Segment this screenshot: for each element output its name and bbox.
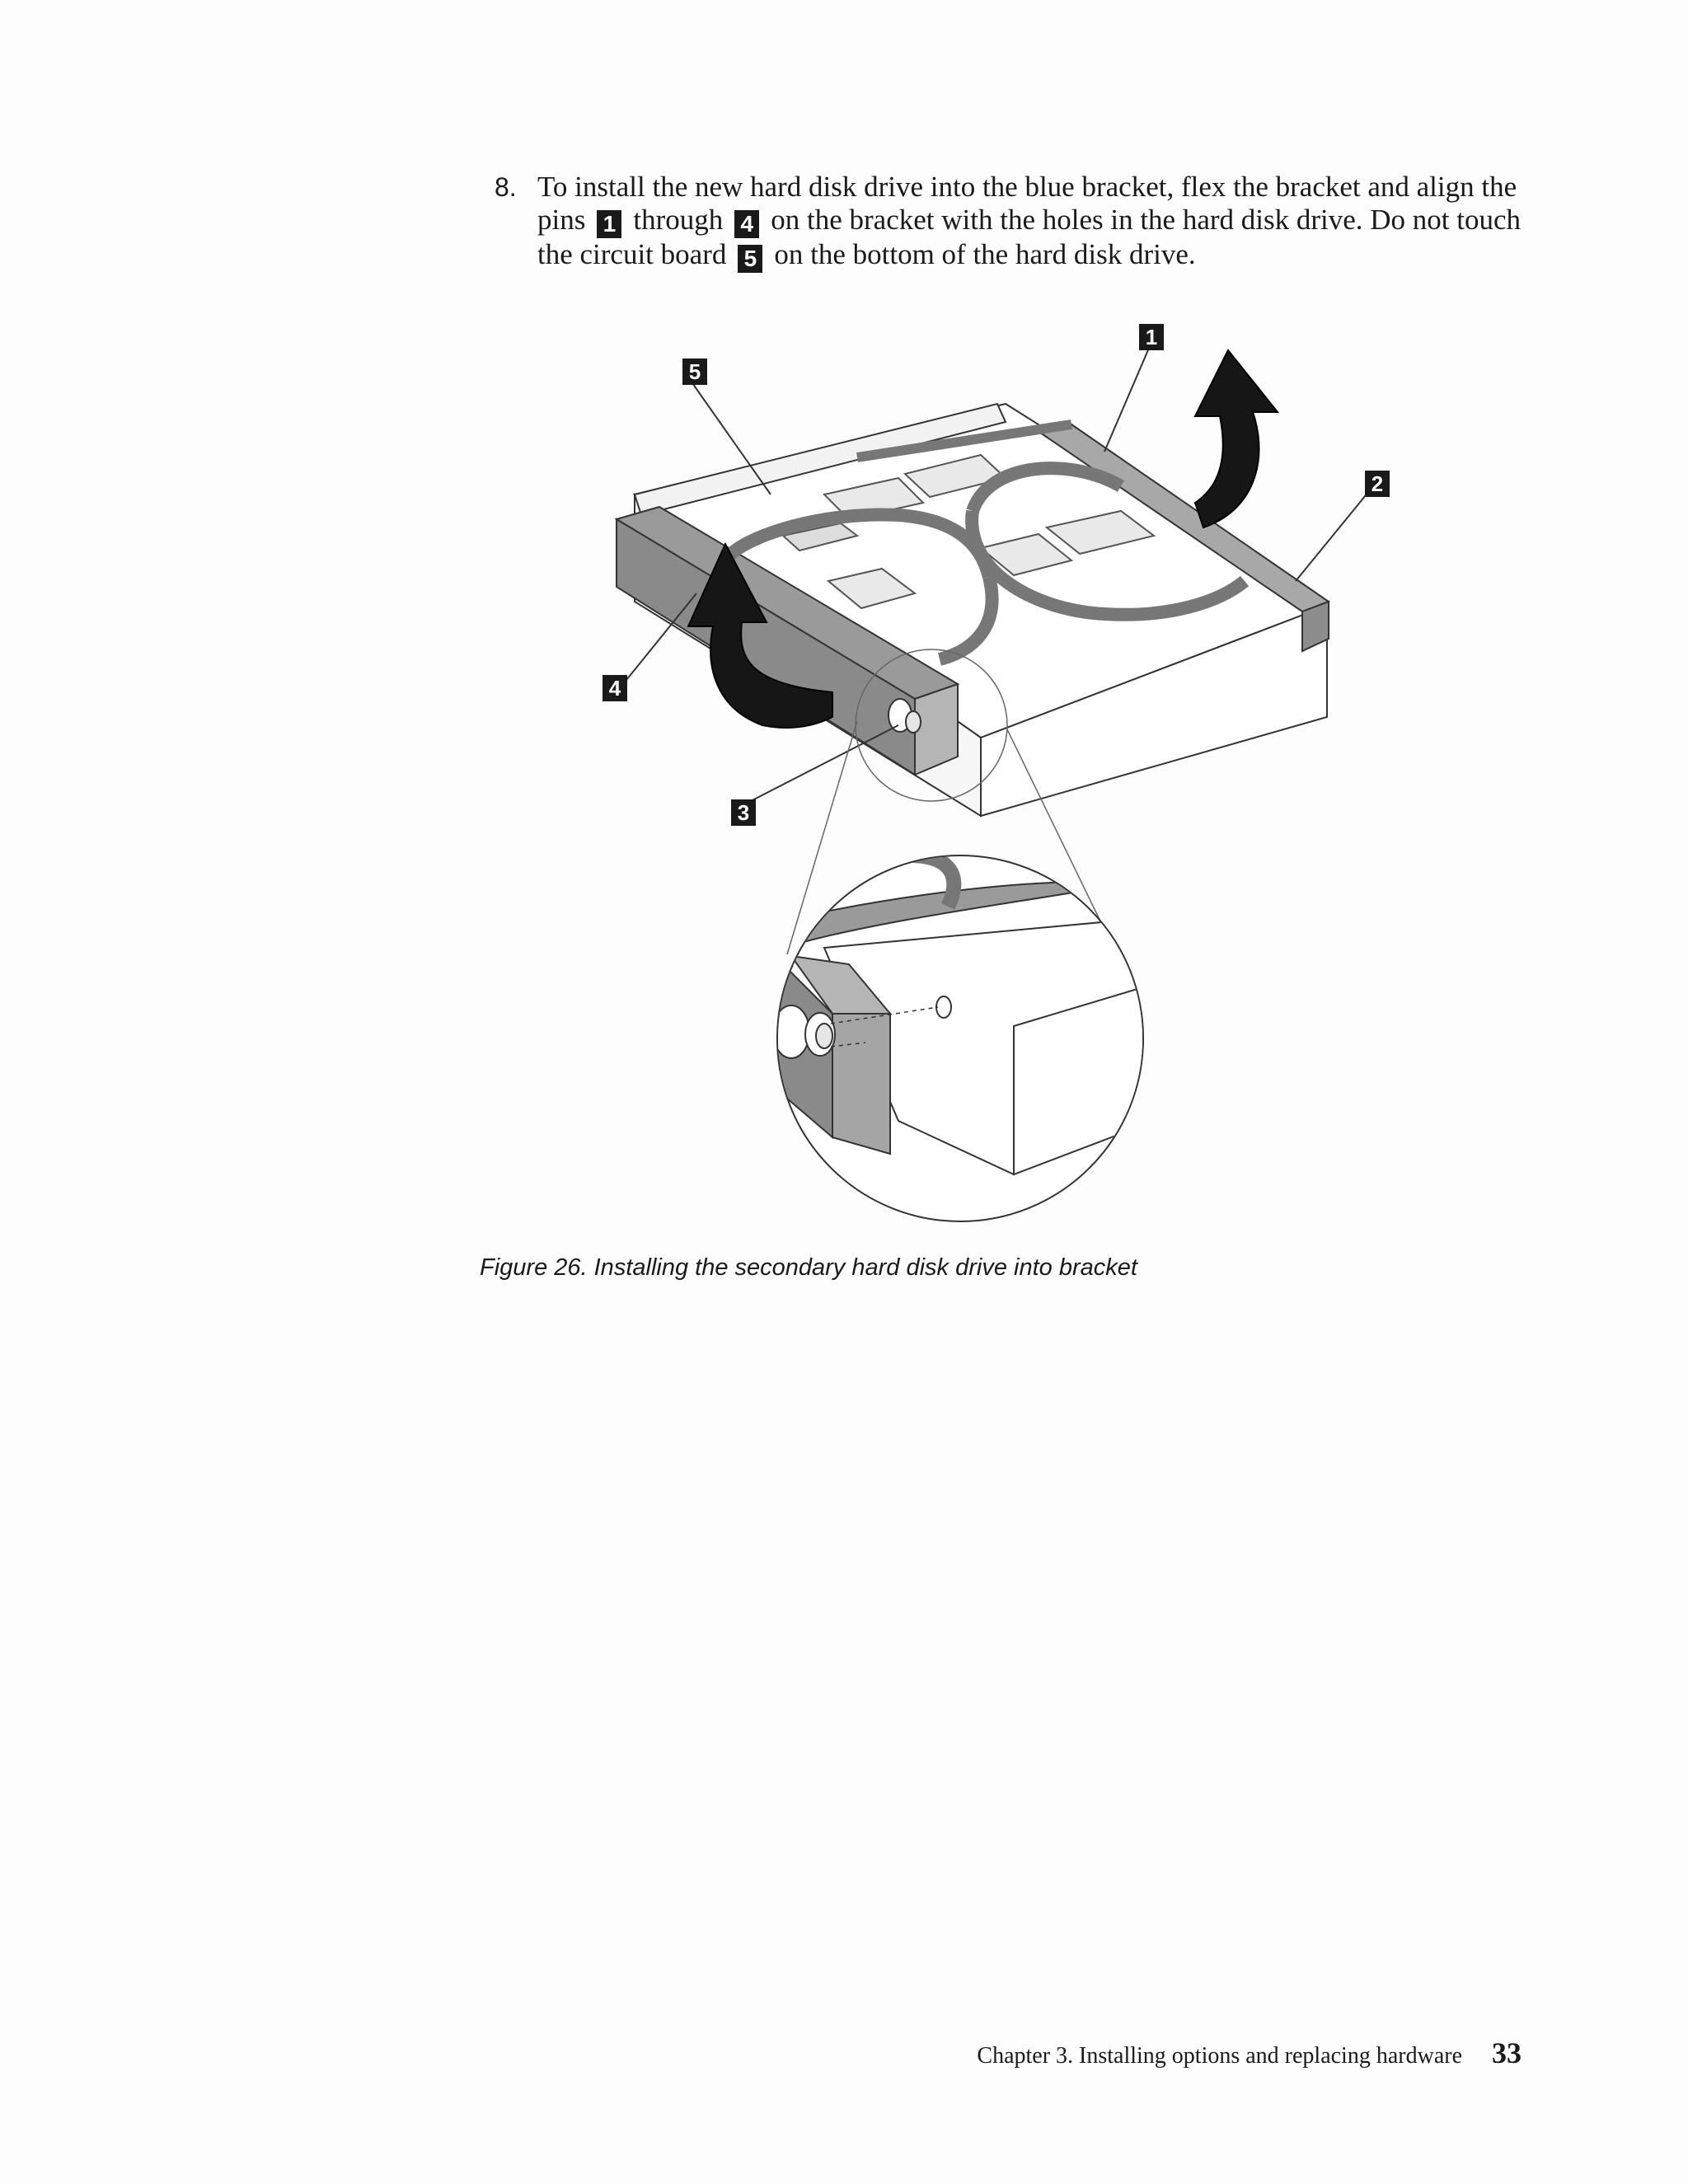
callout-label-5: 5 <box>688 359 701 384</box>
callout-badge-5: 5 <box>738 245 762 273</box>
zoom-detail <box>773 855 1220 1221</box>
callout-2 <box>1365 471 1390 497</box>
callout-5 <box>682 359 707 385</box>
chapter-title: Chapter 3. Installing options and replacing hardware <box>977 2043 1462 2069</box>
step-text-part-1: To install the new hard disk drive into the blue bracket, flex the bracket and align the pins <box>537 171 1517 236</box>
page-footer <box>977 2036 1522 2070</box>
callout-badge-4: 4 <box>734 210 759 238</box>
step-number: 8. <box>495 172 517 202</box>
step-text-part-2: through <box>633 204 724 236</box>
page-number: 33 <box>1492 2036 1522 2069</box>
step-text-part-4: on the bottom of the hard disk drive. <box>774 238 1196 270</box>
callout-1 <box>1139 324 1164 350</box>
callout-label-2: 2 <box>1371 471 1384 496</box>
step-text-part-3: on the bracket with the holes in the hard disk drive. Do not touch the circuit board <box>537 204 1522 270</box>
callout-label-3: 3 <box>737 800 750 825</box>
callout-badge-1: 1 <box>597 210 621 238</box>
callout-3 <box>731 799 756 826</box>
callout-4 <box>603 675 627 701</box>
figure-caption: Figure 26. Installing the secondary hard disk drive into bracket <box>480 1254 1137 1281</box>
callout-label-1: 1 <box>1145 325 1158 349</box>
callout-label-4: 4 <box>608 676 621 701</box>
